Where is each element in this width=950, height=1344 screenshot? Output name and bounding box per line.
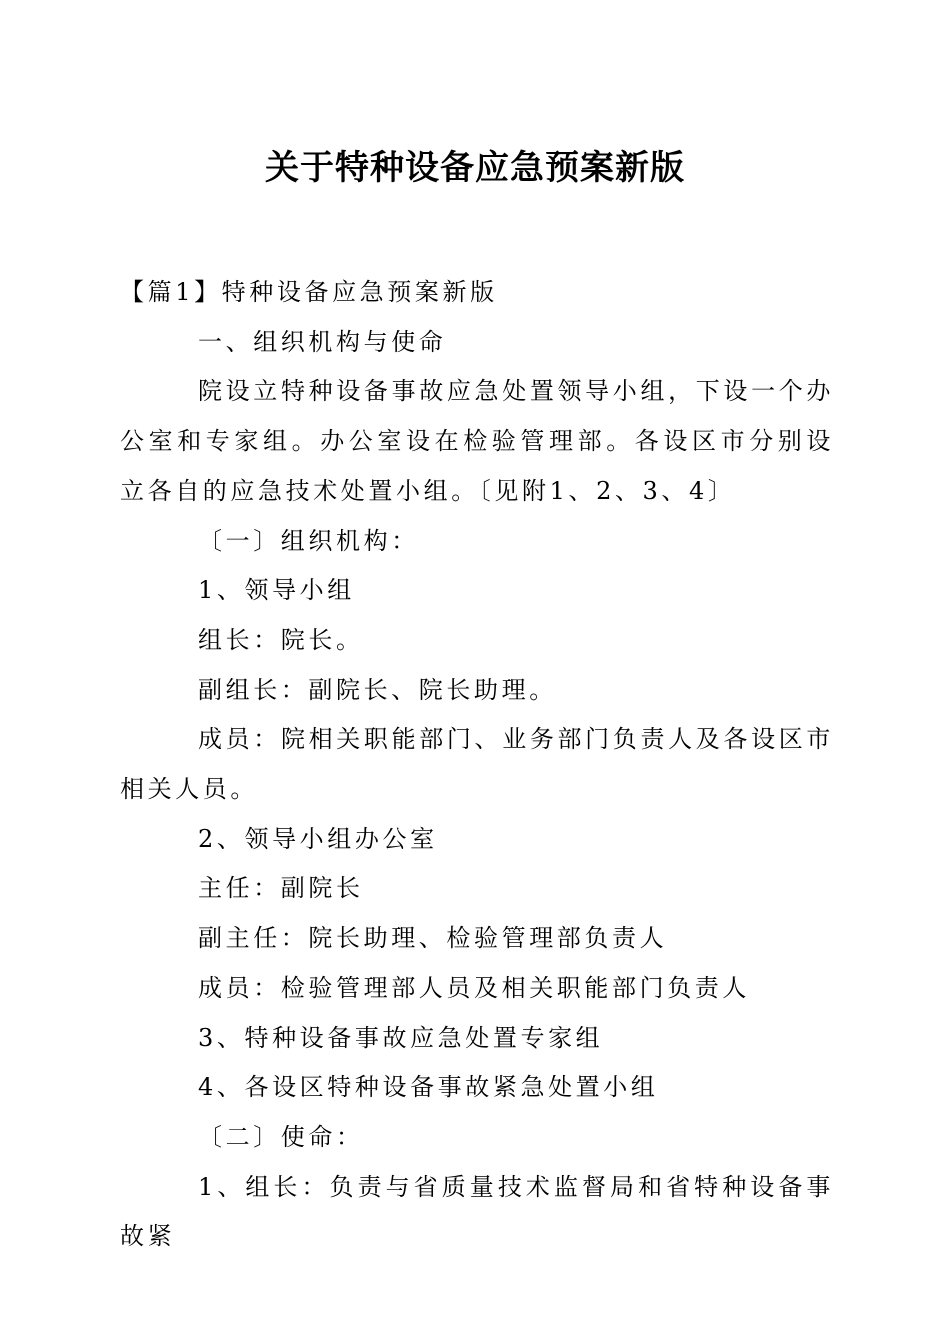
paragraph: 副主任：院长助理、检验管理部负责人 xyxy=(198,924,668,953)
document-body xyxy=(120,268,834,1262)
paragraph: 4、各设区特种设备事故紧急处置小组 xyxy=(198,1073,659,1102)
paragraph: 〔二〕使命： xyxy=(198,1122,364,1151)
paragraph: 组长：院长。 xyxy=(198,625,364,654)
paragraph: 一、组织机构与使命 xyxy=(198,327,447,356)
document-title: 关于特种设备应急预案新版 xyxy=(265,148,685,188)
paragraph: 院设立特种设备事故应急处置领导小组，下设一个办公室和专家组。办公室设在检验管理部。各设区市分别设立各自的应急技术处置小组。〔见附1、2、3、4〕 xyxy=(120,377,834,505)
paragraph: 2、领导小组办公室 xyxy=(198,824,438,853)
paragraph: 主任：副院长 xyxy=(198,874,364,903)
paragraph: 成员：院相关职能部门、业务部门负责人及各设区市相关人员。 xyxy=(120,725,834,804)
paragraph: 【篇1】特种设备应急预案新版 xyxy=(120,278,498,306)
paragraph: 〔一〕组织机构： xyxy=(198,526,419,555)
paragraph: 3、特种设备事故应急处置专家组 xyxy=(198,1023,604,1052)
paragraph: 副组长：副院长、院长助理。 xyxy=(198,675,557,704)
paragraph: 1、组长：负责与省质量技术监督局和省特种设备事故紧 xyxy=(120,1172,834,1251)
paragraph: 成员：检验管理部人员及相关职能部门负责人 xyxy=(198,973,750,1002)
paragraph: 1、领导小组 xyxy=(198,576,355,605)
